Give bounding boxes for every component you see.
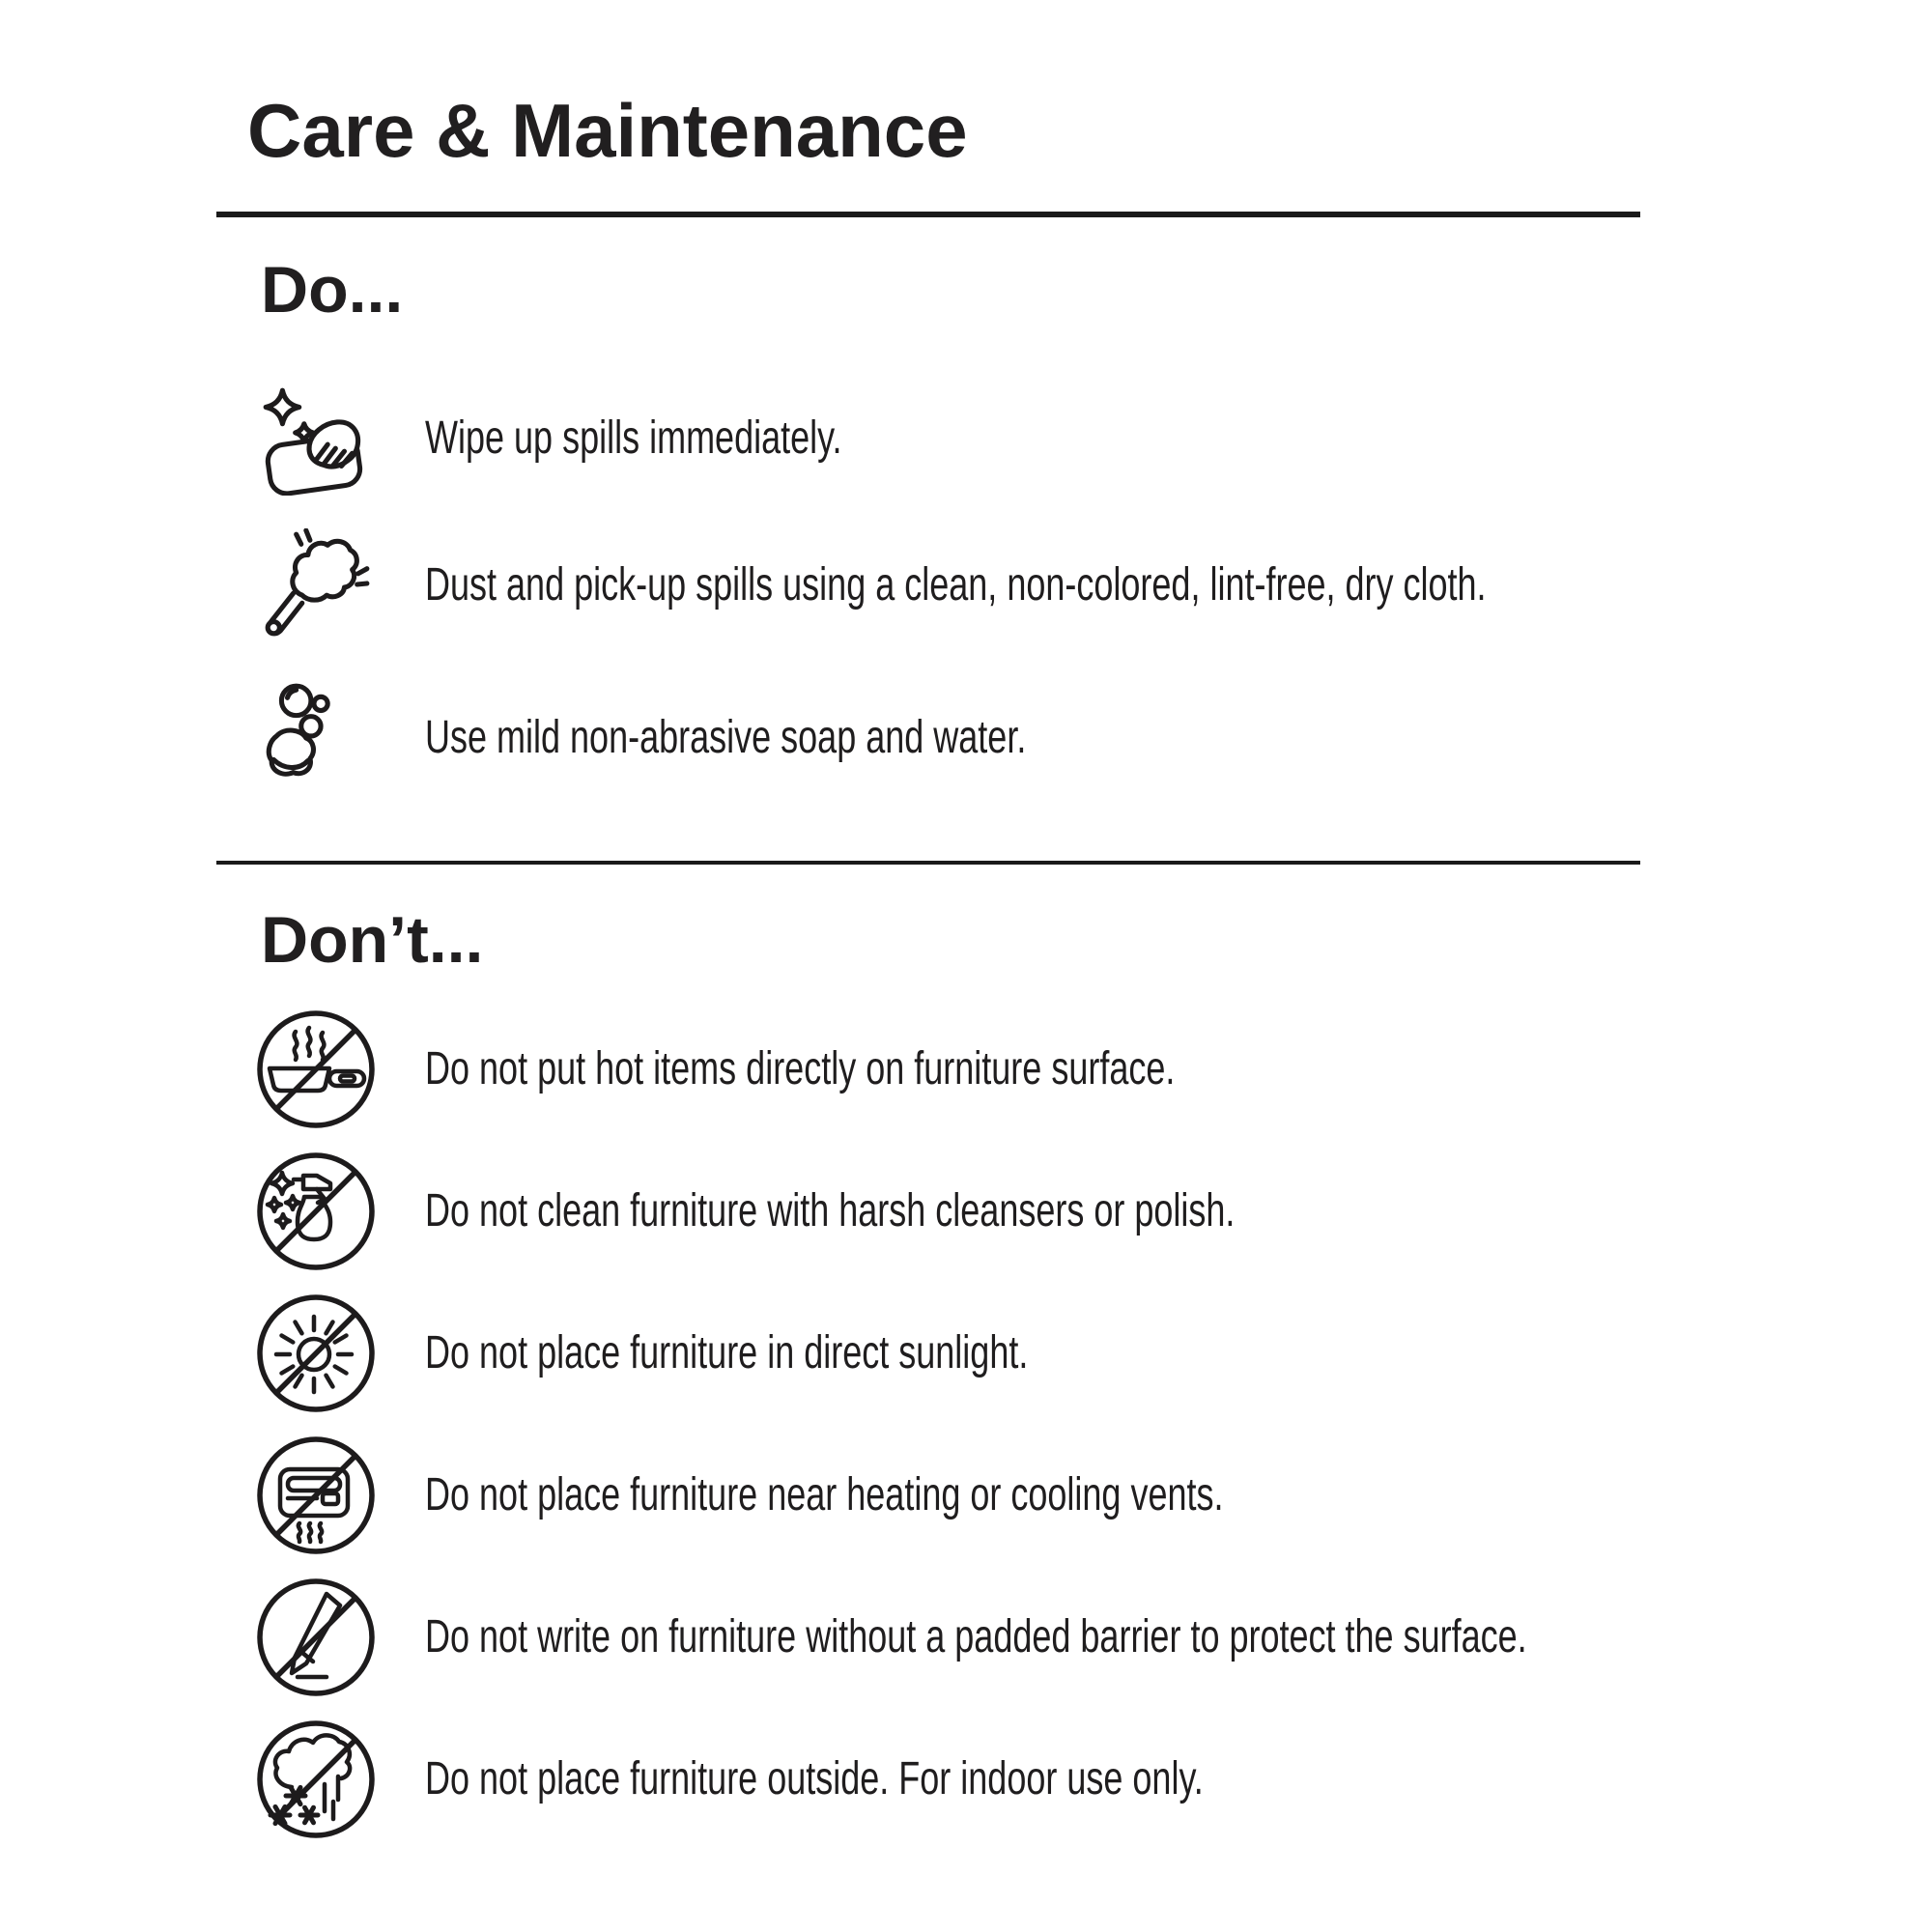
page-title: Care & Maintenance	[247, 88, 968, 173]
duster-icon	[253, 526, 379, 645]
no-direct-sunlight-icon	[253, 1290, 379, 1417]
section-divider	[216, 861, 1640, 865]
dont-item-text: Do not write on furniture without a padded barrier to protect the surface.	[425, 1610, 1527, 1662]
sponge-soap-icon	[253, 678, 379, 798]
dont-item-text: Do not put hot items directly on furniture surface.	[425, 1042, 1176, 1094]
no-outdoor-use-icon	[253, 1716, 379, 1843]
dont-item-writing	[253, 1574, 1894, 1701]
no-writing-icon	[253, 1574, 379, 1701]
no-harsh-cleansers-icon	[253, 1148, 379, 1275]
do-item-text: Dust and pick-up spills using a clean, non-colored, lint-free, dry cloth.	[425, 558, 1487, 611]
no-hot-items-icon	[253, 1006, 379, 1133]
title-divider	[216, 212, 1640, 217]
no-heating-vents-icon	[253, 1432, 379, 1559]
dont-item-hot-items	[253, 1006, 1425, 1133]
dont-item-text: Do not clean furniture with harsh cleansers or polish.	[425, 1184, 1236, 1236]
dont-item-heating-vents	[253, 1432, 1490, 1559]
dont-item-direct-sunlight	[253, 1290, 1229, 1417]
dont-section-heading: Don’t...	[261, 903, 484, 977]
do-section-heading: Do...	[261, 253, 404, 327]
dont-item-text: Do not place furniture outside. For indoor use only.	[425, 1752, 1204, 1804]
do-item-text: Use mild non-abrasive soap and water.	[425, 711, 1027, 763]
dont-item-text: Do not place furniture in direct sunlight.	[425, 1326, 1029, 1378]
do-item-mild-soap	[253, 678, 1227, 798]
wipe-hand-icon	[253, 379, 379, 498]
do-item-wipe-spills	[253, 379, 980, 498]
dont-item-outdoor-use	[253, 1716, 1463, 1843]
dont-item-harsh-cleansers	[253, 1148, 1505, 1275]
do-item-text: Wipe up spills immediately.	[425, 412, 842, 464]
dont-item-text: Do not place furniture near heating or cooling vents.	[425, 1468, 1224, 1520]
do-item-dust	[253, 526, 1840, 645]
